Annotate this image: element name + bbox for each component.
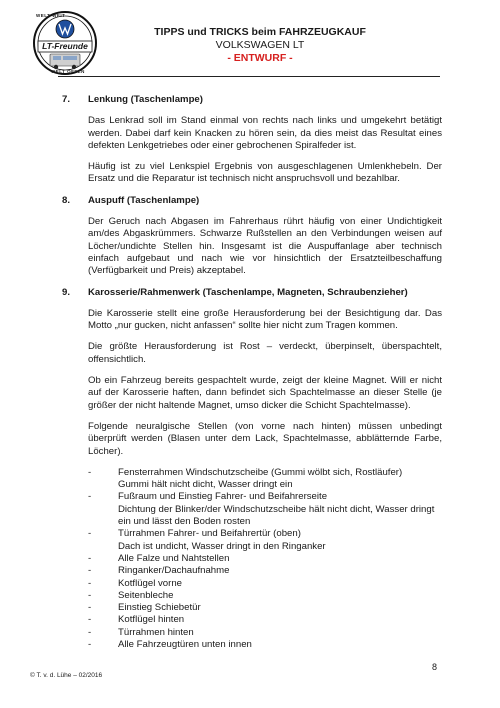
check-list [88,467,442,651]
section-title: Karosserie/Rahmenwerk (Taschenlampe, Magneten, Schraubenzieher) [88,286,408,298]
paragraph: Häufig ist zu viel Lenkspiel Ergebnis von ausgeschlagenen Umlenkhebeln. Der Ersatz und die Reparatur ist technisch nicht anspruchsvoll und bezahlbar. [88,161,442,185]
document-title: TIPPS und TRICKS beim FAHRZEUGKAUF [154,26,366,38]
list-item [88,602,442,614]
list-dash: - [88,466,92,478]
list-item-detail: Dichtung der Blinker/der Windschutzscheibe hält nicht dicht, Wasser dringt ein und lässt den Boden rosten [118,503,435,528]
list-dash: - [88,552,92,564]
paragraph: Ob ein Fahrzeug bereits gespachtelt wurde, zeigt der kleine Magnet. Will er nicht auf der Karosserie haften, dann befindet sich Spachtelmasse an dieser Stelle (je größer der nicht haltende Magnet, umso dicker die Schicht Spachtelmasse). [88,375,442,411]
section-heading [62,287,442,299]
list-item [88,565,442,577]
paragraph: Die größte Herausforderung ist Rost – verdeckt, überpinselt, überspachtelt, offensichtlich. [88,341,442,365]
list-item-text: Alle Falze und Nahtstellen [118,552,230,564]
paragraph: Der Geruch nach Abgasen im Fahrerhaus rührt häufig von einer Undichtigkeit am/des Abgaskrümmers. Schwarze Rußstellen an den Verbindungen weisen auf Löcher/undichte Stellen hin. Insgesamt ist die Auspuffanlage aber technisch einfach aufgebaut und nach wie vor hinsichtlich der Ersatzteilbeschaffung (Verfügbarkeit und Preis) akzeptabel. [88,216,442,277]
list-dash: - [88,491,92,503]
logo-brand-text: LT-Freunde [42,41,88,51]
list-item-text: Türrahmen hinten [118,626,194,638]
list-item-text: Einstieg Schiebetür [118,602,201,614]
list-item-text: Kotflügel vorne [118,577,182,589]
list-item [88,590,442,602]
page-number: 8 [432,662,438,672]
list-item [88,578,442,590]
list-item [88,639,442,651]
section-number: 9. [62,286,71,298]
section-heading [62,94,442,106]
copyright-footer: © T. v. d. Lühe – 02/2016 [30,672,103,679]
list-item-text: Ringanker/Dachaufnahme [118,565,230,577]
list-item-detail: Dach ist undicht, Wasser dringt in den Ringanker [118,540,326,552]
paragraph: Das Lenkrad soll im Stand einmal von rechts nach links und umgekehrt betätigt werden. Dabei darf kein Knacken zu hören sein, da dies meist das Resultat eines defekten Lenkgetriebes oder einer gebrochenen Spiralfeder ist. [88,115,442,151]
list-item [88,614,442,626]
list-dash: - [88,614,92,626]
list-item-detail: Gummi hält nicht dicht, Wasser dringt ein [118,479,293,491]
list-item-text: Kotflügel hinten [118,614,185,626]
list-item-text: Fensterrahmen Windschutzscheibe (Gummi wölbt sich, Rostläufer) [118,466,403,478]
list-dash: - [88,626,92,638]
header-rule [58,76,440,77]
section-title: Auspuff (Taschenlampe) [88,194,200,206]
list-item [88,627,442,639]
document-body [62,88,442,651]
list-dash: - [88,565,92,577]
list-dash: - [88,638,92,650]
list-item [88,528,442,553]
document-subtitle: VOLKSWAGEN LT [215,39,305,51]
paragraph: Folgende neuralgische Stellen (von vorne nach hinten) müssen unbedingt überprüft werden (Blasen unter dem Lack, Spachtelmasse, abblätternde Farbe, Löcher). [88,420,442,457]
list-item-text: Fußraum und Einstieg Fahrer- und Beifahrerseite [118,491,328,503]
list-dash: - [88,602,92,614]
draft-label: - ENTWURF - [227,52,293,64]
section-title: Lenkung (Taschenlampe) [88,94,203,105]
list-dash: - [88,528,92,540]
section-number: 8. [62,194,71,206]
list-dash: - [88,589,92,601]
list-item-text: Alle Fahrzeugtüren unten innen [118,638,252,650]
paragraph: Die Karosserie stellt eine große Herausforderung bei der Besichtigung dar. Das Motto „nur gucken, nicht anfassen“ sollte hier nicht zum Tragen kommen. [88,307,442,332]
document-header [110,26,410,65]
list-item [88,491,442,528]
section-number: 7. [62,94,71,105]
list-dash: - [88,577,92,589]
logo-bottom-text: WELT OFFEN [51,69,85,74]
list-item [88,553,442,565]
section-heading [62,195,442,207]
list-item-text: Türrahmen Fahrer- und Beifahrertür (oben) [118,528,301,540]
list-item [88,467,442,492]
logo-top-text: WELT WEIT [36,13,66,18]
list-item-text: Seitenbleche [118,589,174,601]
